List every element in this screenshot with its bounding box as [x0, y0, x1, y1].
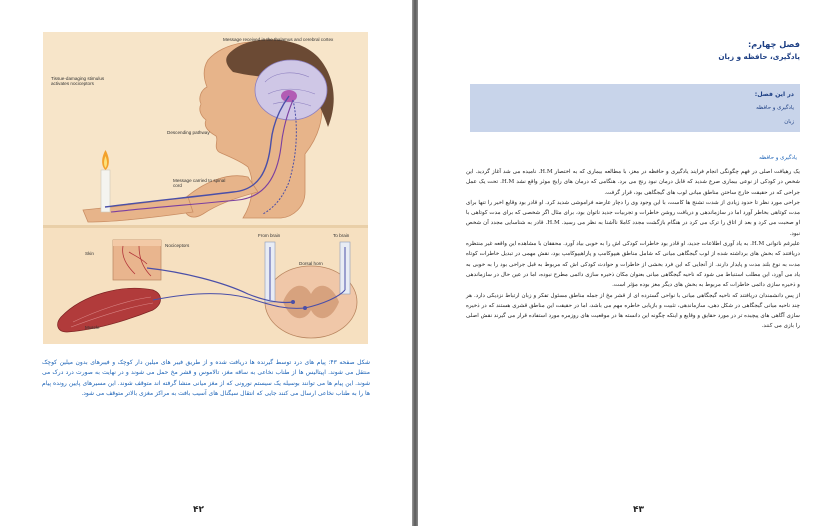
- label-dorsal-horn: Dorsal horn: [299, 261, 323, 266]
- chapter-heading: [718, 38, 800, 63]
- paragraph: جراحی مورد نظر تا حدود زیادی از شدت تشنج ها کاست، با این وجود وی را دچار عارضه فراموشی شدید کرد. او قادر بود وقایع اخیر را تنها برای مدت کوتاهی بخاطر آورد اما در سازماندهی و دریافت روشن خاطرات و تجربیات جدید ناتوان بود، برای مثال اگر شخصی که برای مدت کوتاهی با او صحبت می کرد و بعد از اتاق را ترک می کرد در هنگام بازگشت مجدد کاملا ناآشنا به نظر می رسید. H.M. قادر به شناسایی مجدد آن شخص نبود.: [466, 199, 800, 237]
- chapter-outline-box: [470, 84, 800, 132]
- chapter-subtitle: یادگیری، حافظه و زبان: [718, 52, 800, 61]
- label-muscle: Muscle: [85, 325, 100, 330]
- outline-item: زبان: [784, 119, 794, 125]
- section-label: یادگیری و حافظه: [759, 155, 797, 161]
- right-page-number: ۴۳: [633, 505, 644, 515]
- label-stimulus: Tissue-damaging stimulus activates nociceptors: [51, 76, 105, 87]
- figure-caption: شکل صفحه ۴۳: پیام های درد توسط گیرنده ها دریافت شده و از طریق فیبر های میلین دار کوچک و فیبرهای بدون میلین کوچک منتقل می شوند. اپیتالیس ها از طناب نخاعی به ساقه مغز، تالاموس و قشر مخ حمل می شوند و در نهایت به صورت درد درک می شوند. این پیام ها می توانند بوسیله یک سیستم نورونی که از مغز میانی منشا گرفته اند متوقف شوند. این مسیرهای پایین رونده پیام ها را به طناب نخاعی ارسال می کنند جایی که انتقال سیگنال های آسیب بافت به مراکز مغزی بالاتر متوقف می شود.: [42, 359, 370, 398]
- label-skin: Skin: [85, 251, 94, 256]
- label-nociceptors: Nociceptors: [165, 243, 190, 248]
- label-thalamus: Message received in the thalamus and cerebral cortex: [223, 37, 334, 42]
- label-descending: Descending pathway: [167, 130, 210, 135]
- outline-item: یادگیری و حافظه: [756, 105, 794, 111]
- paragraph: از پس دانشمندان دریافتند که ناحیه گیجگاهی میانی با نواحی گسترده ای از قشر مخ از جمله مناطق مسئول تفکر و زبان ارتباط نزدیکی دارد. هر چند ناحیه میانی گیجگاهی در شکل دهی، سازماندهی، تثبیت و بازیابی خاطره مهم می باشد، اما در حقیقت این مناطق قشری هستند که در ذخیره سازی آگاهی های پیچیده تر در مورد حقایق و وقایع و اینکه چگونه این دانسته ها در موقعیت های روزمره مورد استفاده قرار می گیرند نقش اصلی را بازی می کنند.: [466, 292, 800, 330]
- pain-pathway-figure: [43, 32, 368, 344]
- paragraph: یک رهیافت اصلی در فهم چگونگی انجام فرایند یادگیری و حافظه در مغز، با مطالعه بیماری که به اختصار H.M. نامیده می شد آغاز گردید. این شخص در کودکی از نوعی بیماری صرع شدید که قابل درمان نبود رنج می برد. هنگامی که درمان های رایج موثر واقع نشد H.M. تحت یک عمل جراحی که در حقیقت خارج ساختن مناطق میانی لوب های گیجگاهی بود، قرار گرفت.: [466, 169, 800, 196]
- body-text: [466, 167, 800, 332]
- left-page-number: ۴۲: [193, 505, 204, 515]
- label-carried: Message carried to spinal cord: [173, 178, 226, 189]
- label-to-brain: To brain: [333, 233, 350, 238]
- outline-heading: در این فصل:: [754, 91, 794, 98]
- chapter-title: فصل چهارم:: [748, 39, 800, 49]
- label-from-brain: From brain: [258, 233, 281, 238]
- paragraph: علیرغم ناتوانی H.M. به یاد آوری اطلاعات جدید، او قادر بود خاطرات کودکی اش را به خوبی بیاد آورد. محققان با مشاهده این واقعه غیر منتظره دریافتند که بخش های برداشته شده از لوب گیجگاهی میانی که شامل مناطق هیپوکامپ و پاراهیپوکامپ بود، نقش مهمی در تبدیل خاطرات کوتاه مدت به نوع بلند مدت و پایدار دارند. از آنجایی که این فرد بخشی از خاطرات و حوادث کودکی اش که مربوط به قبل جراحی بود را به خوبی به یاد می آورد، این مطلب استنباط می شود که ناحیه گیجگاهی میانی بعنوان مکان ذخیره سازی دائمی مطرح نبوده، اما در عین حال در سازماندهی و ذخیره سازی دائمی خاطرات که مربوط به بخش های دیگر مغز بوده مؤثر است.: [466, 241, 801, 289]
